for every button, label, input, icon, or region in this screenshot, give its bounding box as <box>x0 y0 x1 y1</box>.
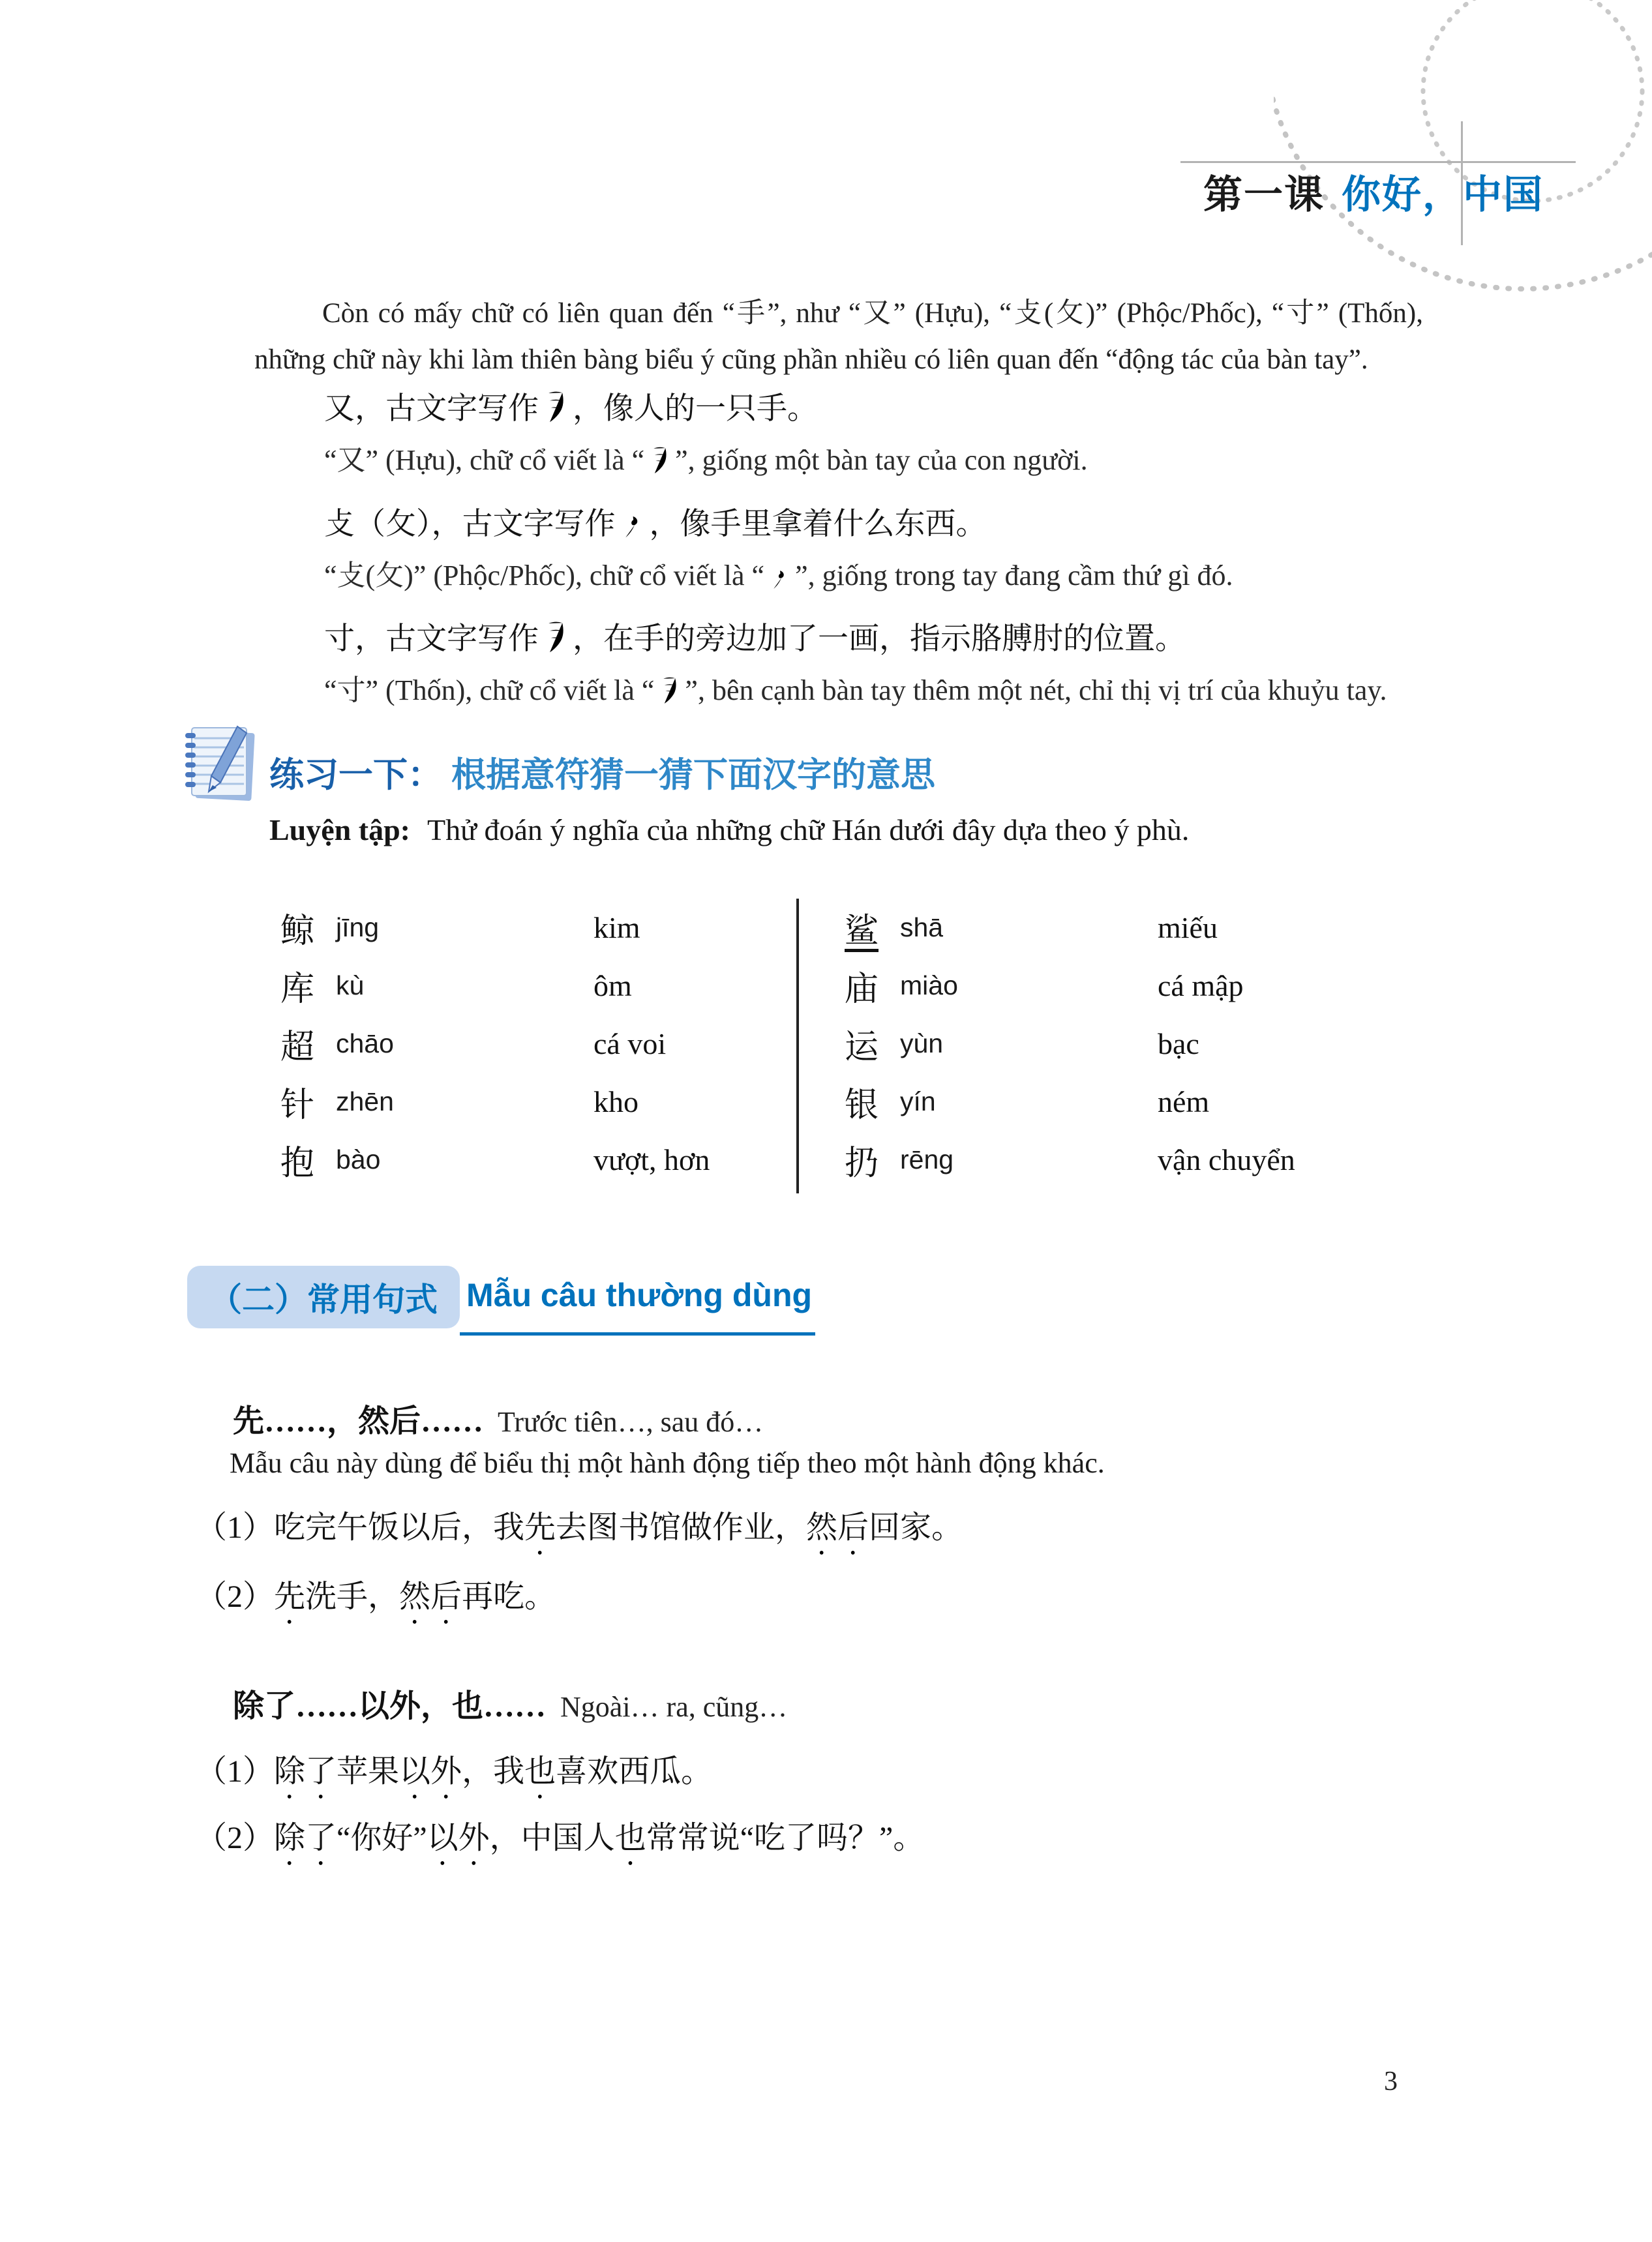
exercise-instruction-vn <box>269 813 1189 847</box>
notebook-pencil-icon <box>180 723 261 809</box>
emphasized-text: 除了 <box>274 1754 337 1789</box>
pattern-1-cn: 先……，然后…… <box>233 1404 484 1439</box>
radical-vn-line: “又” (Hựu), chữ cổ viết là “ ”, giống một bàn tay của con người. <box>324 444 1088 476</box>
lesson-name: 你好，中国 <box>1342 173 1544 217</box>
vocab-pinyin: yín <box>900 1086 936 1116</box>
vocab-pinyin: jīng <box>336 912 380 942</box>
vocab-row <box>845 1015 1428 1073</box>
vocab-table <box>254 899 1428 1193</box>
radical-cn-line: 又，古文字写作 ，像人的一只手。 <box>324 381 1485 436</box>
vocab-gloss: bạc <box>1158 1027 1199 1060</box>
vocab-row <box>845 899 1428 957</box>
vocab-row <box>280 1073 796 1131</box>
vocab-char: 超 <box>280 1029 315 1066</box>
exercise-title <box>269 747 935 797</box>
plain-text: 常常说“吃了吗？”。 <box>646 1821 925 1855</box>
radical-vn-line: “攴(攵)” (Phộc/Phốc), chữ cổ viết là “ ”, giống trong tay đang cầm thứ gì đó. <box>324 560 1233 591</box>
radical-cn-line: 寸，古文字写作 ，在手的旁边加了一画，指示胳膊肘的位置。 <box>324 612 1485 666</box>
vocab-gloss: cá mập <box>1158 969 1244 1002</box>
vocab-pinyin: bào <box>336 1144 381 1174</box>
radical-entry-cun <box>324 612 1485 715</box>
plain-text: 再吃。 <box>462 1579 556 1614</box>
ancient-glyph-pu-icon <box>621 503 644 541</box>
plain-text: ，我 <box>462 1754 525 1789</box>
ancient-glyph-you-icon <box>650 443 670 476</box>
pattern-1-note: Mẫu câu này dùng để biểu thị một hành động tiếp theo một hành động khác. <box>230 1447 1105 1479</box>
vocab-row <box>845 1073 1428 1131</box>
ancient-glyph-cun-icon <box>544 618 567 655</box>
vocab-char: 库 <box>280 971 315 1008</box>
vocab-gloss: vượt, hơn <box>593 1143 710 1176</box>
vocab-pinyin: chāo <box>336 1028 394 1058</box>
emphasized-text: 然后 <box>399 1579 462 1614</box>
plain-text: ，中国人 <box>489 1821 615 1855</box>
header-horizontal-rule <box>1180 161 1576 163</box>
emphasized-text: 先 <box>274 1579 306 1614</box>
vocab-row <box>280 957 796 1015</box>
vocab-column-left <box>254 899 799 1193</box>
pattern-2-vn: Ngoài… ra, cũng… <box>560 1691 788 1723</box>
vocab-row <box>845 957 1428 1015</box>
emphasized-text: 然后 <box>806 1510 869 1545</box>
emphasized-text: 先 <box>524 1510 556 1545</box>
plain-text: （1）吃完午饭以后，我 <box>196 1510 525 1545</box>
example-sentence <box>196 1748 712 1806</box>
vocab-pinyin: rēng <box>900 1144 954 1174</box>
section-header-vn: Mẫu câu thường dùng <box>466 1277 813 1313</box>
ancient-glyph-pu-icon <box>770 559 790 591</box>
vocab-row <box>845 1131 1428 1189</box>
pattern-1-vn: Trước tiên…, sau đó… <box>498 1406 764 1438</box>
vocab-char: 鲸 <box>280 913 315 950</box>
plain-text: 回家。 <box>869 1510 963 1545</box>
dotted-circles-decoration <box>1274 0 1652 306</box>
vocab-pinyin: shā <box>900 912 944 942</box>
vocab-row <box>280 899 796 957</box>
plain-text: （1） <box>196 1754 275 1789</box>
pattern-1-header <box>233 1396 763 1441</box>
section-header-underline <box>460 1332 815 1336</box>
radical-cn-line: 攴（攵），古文字写作 ，像手里拿着什么东西。 <box>324 497 1485 552</box>
plain-text: 去图书馆做作业， <box>556 1510 807 1545</box>
vocab-pinyin: yùn <box>900 1028 944 1058</box>
emphasized-text: 除了 <box>274 1821 337 1855</box>
radical-entry-you <box>324 381 1485 485</box>
exercise-text-vn: Thử đoán ý nghĩa của những chữ Hán dưới đây dựa theo ý phù. <box>427 813 1190 846</box>
vocab-gloss: miếu <box>1158 911 1218 944</box>
vocab-char: 运 <box>845 1029 879 1066</box>
vocab-column-right <box>799 899 1428 1193</box>
pattern-2-header <box>233 1681 787 1726</box>
radical-entry-pu <box>324 497 1485 600</box>
radical-vn-line: “寸” (Thốn), chữ cổ viết là “ ”, bên cạnh bàn tay thêm một nét, chỉ thị vị trí của khuỷu tay. <box>324 674 1387 706</box>
ancient-glyph-you-icon <box>544 387 567 425</box>
vocab-char: 抱 <box>280 1145 315 1182</box>
ancient-glyph-cun-icon <box>659 674 680 706</box>
vocab-char: 庙 <box>845 971 879 1008</box>
emphasized-text: 以外 <box>427 1821 490 1855</box>
example-sentence <box>196 1573 556 1631</box>
vocab-pinyin: kù <box>336 970 365 1000</box>
emphasized-text: 以外 <box>399 1754 462 1789</box>
intro-paragraph: Còn có mấy chữ có liên quan đến “手”, như “又” (Hựu), “攴(攵)” (Phộc/Phốc), “寸” (Thốn), những chữ này khi làm thiên bàng biểu ý cũng phần nhiều có liên quan đến “động tác của bàn tay”. <box>254 298 1423 375</box>
vocab-gloss: ném <box>1158 1085 1210 1118</box>
emphasized-text: 也 <box>614 1821 646 1855</box>
exercise-label-cn: 练习一下： <box>269 756 442 794</box>
emphasized-text: 也 <box>524 1754 556 1789</box>
exercise-instruction-cn: 根据意符猜一猜下面汉字的意思 <box>451 756 935 794</box>
vocab-char: 针 <box>280 1087 315 1124</box>
section-header-box: （二）常用句式 <box>187 1266 460 1328</box>
plain-text: 喜欢西瓜。 <box>556 1754 713 1789</box>
plain-text: 苹果 <box>337 1754 400 1789</box>
plain-text: 洗手， <box>305 1579 400 1614</box>
vocab-char: 鲨 <box>845 913 879 950</box>
pattern-2-cn: 除了……以外，也…… <box>233 1689 547 1724</box>
vocab-gloss: kho <box>593 1085 638 1118</box>
plain-text: （2） <box>196 1821 275 1855</box>
page-number: 3 <box>1384 2067 1398 2097</box>
lesson-number: 第一课 <box>1203 173 1325 217</box>
vocab-gloss: vận chuyển <box>1158 1143 1295 1176</box>
vocab-gloss: kim <box>593 911 640 944</box>
vocab-gloss: ôm <box>593 969 632 1002</box>
exercise-label-vn: Luyện tập: <box>269 813 410 846</box>
lesson-title <box>1203 164 1544 220</box>
vocab-char: 扔 <box>845 1145 879 1182</box>
vocab-char: 银 <box>845 1087 879 1124</box>
example-sentence <box>196 1814 924 1872</box>
vocab-row <box>280 1015 796 1073</box>
plain-text: （2） <box>196 1579 275 1614</box>
vocab-pinyin: zhēn <box>336 1086 394 1116</box>
vocab-gloss: cá voi <box>593 1027 667 1060</box>
vocab-row <box>280 1131 796 1189</box>
plain-text: “你好” <box>337 1821 427 1855</box>
vocab-pinyin: miào <box>900 970 958 1000</box>
example-sentence <box>196 1504 963 1562</box>
